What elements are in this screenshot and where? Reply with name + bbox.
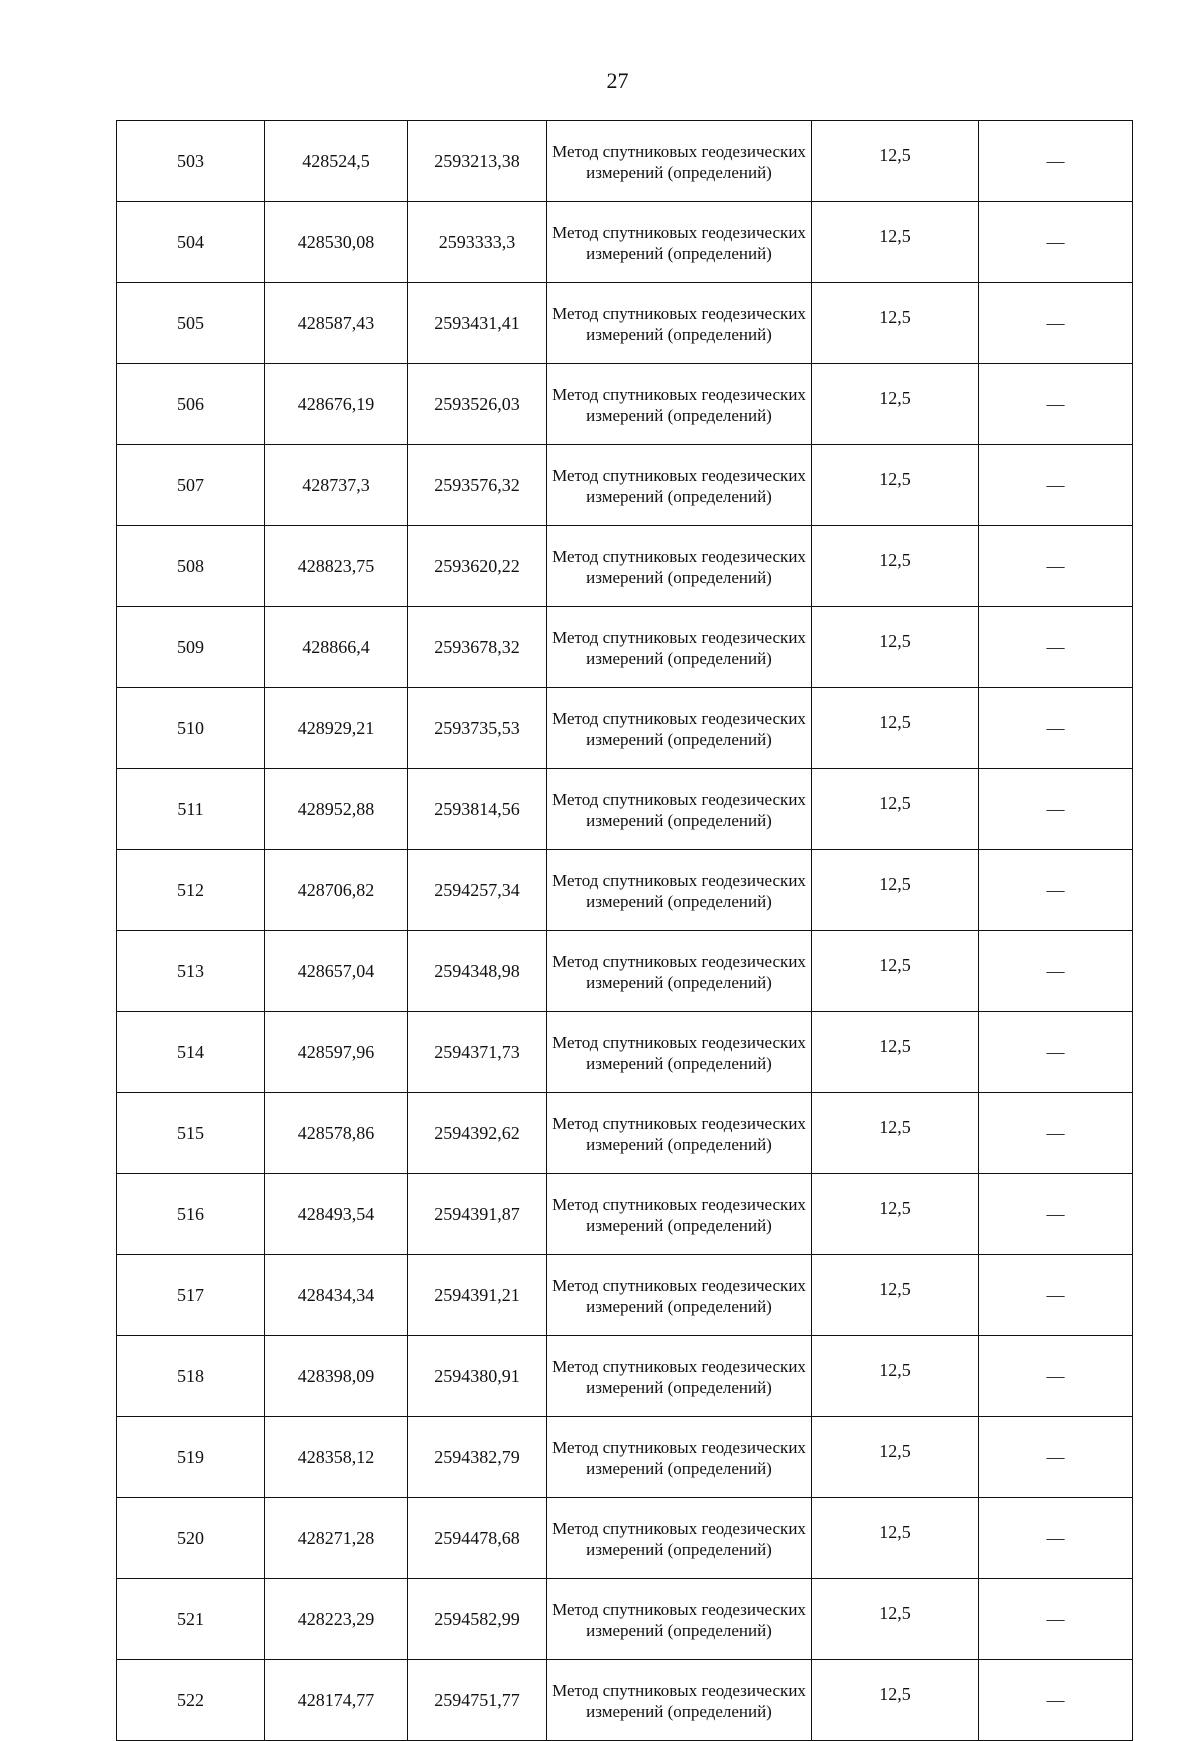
table-row: [117, 1498, 1133, 1579]
point-number-cell: 519: [117, 1417, 265, 1498]
x-coordinate-cell: 428398,09: [265, 1336, 408, 1417]
x-coordinate-cell: 428223,29: [265, 1579, 408, 1660]
x-coordinate-cell: 428530,08: [265, 202, 408, 283]
accuracy-cell: 12,5: [812, 202, 979, 283]
page-number: 27: [606, 68, 629, 93]
method-cell: Метод спутниковых геодезических измерений (определений): [547, 1579, 812, 1660]
x-coordinate-cell: 428929,21: [265, 688, 408, 769]
y-coordinate-cell: 2593576,32: [408, 445, 547, 526]
x-coordinate-cell: 428823,75: [265, 526, 408, 607]
x-coordinate-cell: 428952,88: [265, 769, 408, 850]
method-cell: Метод спутниковых геодезических измерений (определений): [547, 1093, 812, 1174]
table-row: [117, 931, 1133, 1012]
accuracy-cell: 12,5: [812, 607, 979, 688]
x-coordinate-cell: 428578,86: [265, 1093, 408, 1174]
x-coordinate-cell: 428866,4: [265, 607, 408, 688]
y-coordinate-cell: 2594478,68: [408, 1498, 547, 1579]
method-cell: Метод спутниковых геодезических измерений (определений): [547, 931, 812, 1012]
point-number-cell: 511: [117, 769, 265, 850]
accuracy-cell: 12,5: [812, 445, 979, 526]
y-coordinate-cell: 2593620,22: [408, 526, 547, 607]
accuracy-cell: 12,5: [812, 769, 979, 850]
table-row: [117, 850, 1133, 931]
method-cell: Метод спутниковых геодезических измерений (определений): [547, 1174, 812, 1255]
accuracy-cell: 12,5: [812, 1498, 979, 1579]
point-number-cell: 515: [117, 1093, 265, 1174]
method-cell: Метод спутниковых геодезических измерений (определений): [547, 364, 812, 445]
point-number-cell: 521: [117, 1579, 265, 1660]
point-number-cell: 510: [117, 688, 265, 769]
point-number-cell: 504: [117, 202, 265, 283]
method-cell: Метод спутниковых геодезических измерений (определений): [547, 1255, 812, 1336]
point-number-cell: 513: [117, 931, 265, 1012]
table-row: [117, 1579, 1133, 1660]
x-coordinate-cell: 428587,43: [265, 283, 408, 364]
point-number-cell: 522: [117, 1660, 265, 1741]
point-number-cell: 503: [117, 121, 265, 202]
x-coordinate-cell: 428597,96: [265, 1012, 408, 1093]
y-coordinate-cell: 2594392,62: [408, 1093, 547, 1174]
point-number-cell: 520: [117, 1498, 265, 1579]
y-coordinate-cell: 2593431,41: [408, 283, 547, 364]
table-row: [117, 688, 1133, 769]
y-coordinate-cell: 2593814,56: [408, 769, 547, 850]
dash-cell: —: [979, 688, 1133, 769]
table-row: [117, 202, 1133, 283]
table-row: [117, 526, 1133, 607]
method-cell: Метод спутниковых геодезических измерений (определений): [547, 526, 812, 607]
dash-cell: —: [979, 607, 1133, 688]
x-coordinate-cell: 428434,34: [265, 1255, 408, 1336]
x-coordinate-cell: 428737,3: [265, 445, 408, 526]
accuracy-cell: 12,5: [812, 850, 979, 931]
method-cell: Метод спутниковых геодезических измерений (определений): [547, 1417, 812, 1498]
accuracy-cell: 12,5: [812, 1336, 979, 1417]
dash-cell: —: [979, 1579, 1133, 1660]
accuracy-cell: 12,5: [812, 1255, 979, 1336]
accuracy-cell: 12,5: [812, 121, 979, 202]
method-cell: Метод спутниковых геодезических измерений (определений): [547, 202, 812, 283]
x-coordinate-cell: 428271,28: [265, 1498, 408, 1579]
accuracy-cell: 12,5: [812, 931, 979, 1012]
point-number-cell: 505: [117, 283, 265, 364]
x-coordinate-cell: 428358,12: [265, 1417, 408, 1498]
point-number-cell: 517: [117, 1255, 265, 1336]
method-cell: Метод спутниковых геодезических измерений (определений): [547, 283, 812, 364]
accuracy-cell: 12,5: [812, 1417, 979, 1498]
x-coordinate-cell: 428657,04: [265, 931, 408, 1012]
x-coordinate-cell: 428174,77: [265, 1660, 408, 1741]
y-coordinate-cell: 2594257,34: [408, 850, 547, 931]
dash-cell: —: [979, 364, 1133, 445]
point-number-cell: 514: [117, 1012, 265, 1093]
x-coordinate-cell: 428493,54: [265, 1174, 408, 1255]
y-coordinate-cell: 2594382,79: [408, 1417, 547, 1498]
accuracy-cell: 12,5: [812, 1660, 979, 1741]
method-cell: Метод спутниковых геодезических измерений (определений): [547, 1498, 812, 1579]
dash-cell: —: [979, 931, 1133, 1012]
method-cell: Метод спутниковых геодезических измерений (определений): [547, 688, 812, 769]
dash-cell: —: [979, 1336, 1133, 1417]
table-row: [117, 1255, 1133, 1336]
accuracy-cell: 12,5: [812, 1012, 979, 1093]
coordinates-table-body: [117, 121, 1133, 1741]
accuracy-cell: 12,5: [812, 364, 979, 445]
point-number-cell: 506: [117, 364, 265, 445]
dash-cell: —: [979, 769, 1133, 850]
point-number-cell: 512: [117, 850, 265, 931]
dash-cell: —: [979, 202, 1133, 283]
y-coordinate-cell: 2594751,77: [408, 1660, 547, 1741]
method-cell: Метод спутниковых геодезических измерений (определений): [547, 769, 812, 850]
dash-cell: —: [979, 1417, 1133, 1498]
coordinates-table: [116, 120, 1133, 1741]
y-coordinate-cell: 2593213,38: [408, 121, 547, 202]
table-row: [117, 364, 1133, 445]
table-row: [117, 1417, 1133, 1498]
dash-cell: —: [979, 121, 1133, 202]
method-cell: Метод спутниковых геодезических измерений (определений): [547, 607, 812, 688]
y-coordinate-cell: 2594582,99: [408, 1579, 547, 1660]
accuracy-cell: 12,5: [812, 1174, 979, 1255]
accuracy-cell: 12,5: [812, 1579, 979, 1660]
point-number-cell: 507: [117, 445, 265, 526]
point-number-cell: 509: [117, 607, 265, 688]
table-row: [117, 1012, 1133, 1093]
dash-cell: —: [979, 1660, 1133, 1741]
x-coordinate-cell: 428706,82: [265, 850, 408, 931]
method-cell: Метод спутниковых геодезических измерений (определений): [547, 850, 812, 931]
dash-cell: —: [979, 526, 1133, 607]
y-coordinate-cell: 2593735,53: [408, 688, 547, 769]
dash-cell: —: [979, 1012, 1133, 1093]
dash-cell: —: [979, 1255, 1133, 1336]
table-row: [117, 1660, 1133, 1741]
method-cell: Метод спутниковых геодезических измерений (определений): [547, 445, 812, 526]
y-coordinate-cell: 2594348,98: [408, 931, 547, 1012]
method-cell: Метод спутниковых геодезических измерений (определений): [547, 1660, 812, 1741]
dash-cell: —: [979, 445, 1133, 526]
y-coordinate-cell: 2594380,91: [408, 1336, 547, 1417]
accuracy-cell: 12,5: [812, 526, 979, 607]
accuracy-cell: 12,5: [812, 283, 979, 364]
table-row: [117, 283, 1133, 364]
table-row: [117, 445, 1133, 526]
point-number-cell: 516: [117, 1174, 265, 1255]
accuracy-cell: 12,5: [812, 688, 979, 769]
method-cell: Метод спутниковых геодезических измерений (определений): [547, 121, 812, 202]
table-row: [117, 1336, 1133, 1417]
table-row: [117, 1093, 1133, 1174]
x-coordinate-cell: 428524,5: [265, 121, 408, 202]
table-row: [117, 121, 1133, 202]
accuracy-cell: 12,5: [812, 1093, 979, 1174]
dash-cell: —: [979, 283, 1133, 364]
table-row: [117, 1174, 1133, 1255]
y-coordinate-cell: 2594391,21: [408, 1255, 547, 1336]
method-cell: Метод спутниковых геодезических измерений (определений): [547, 1012, 812, 1093]
table-row: [117, 769, 1133, 850]
method-cell: Метод спутниковых геодезических измерений (определений): [547, 1336, 812, 1417]
dash-cell: —: [979, 1498, 1133, 1579]
dash-cell: —: [979, 1093, 1133, 1174]
y-coordinate-cell: 2594371,73: [408, 1012, 547, 1093]
y-coordinate-cell: 2594391,87: [408, 1174, 547, 1255]
x-coordinate-cell: 428676,19: [265, 364, 408, 445]
dash-cell: —: [979, 850, 1133, 931]
point-number-cell: 518: [117, 1336, 265, 1417]
dash-cell: —: [979, 1174, 1133, 1255]
y-coordinate-cell: 2593678,32: [408, 607, 547, 688]
y-coordinate-cell: 2593526,03: [408, 364, 547, 445]
table-row: [117, 607, 1133, 688]
y-coordinate-cell: 2593333,3: [408, 202, 547, 283]
point-number-cell: 508: [117, 526, 265, 607]
